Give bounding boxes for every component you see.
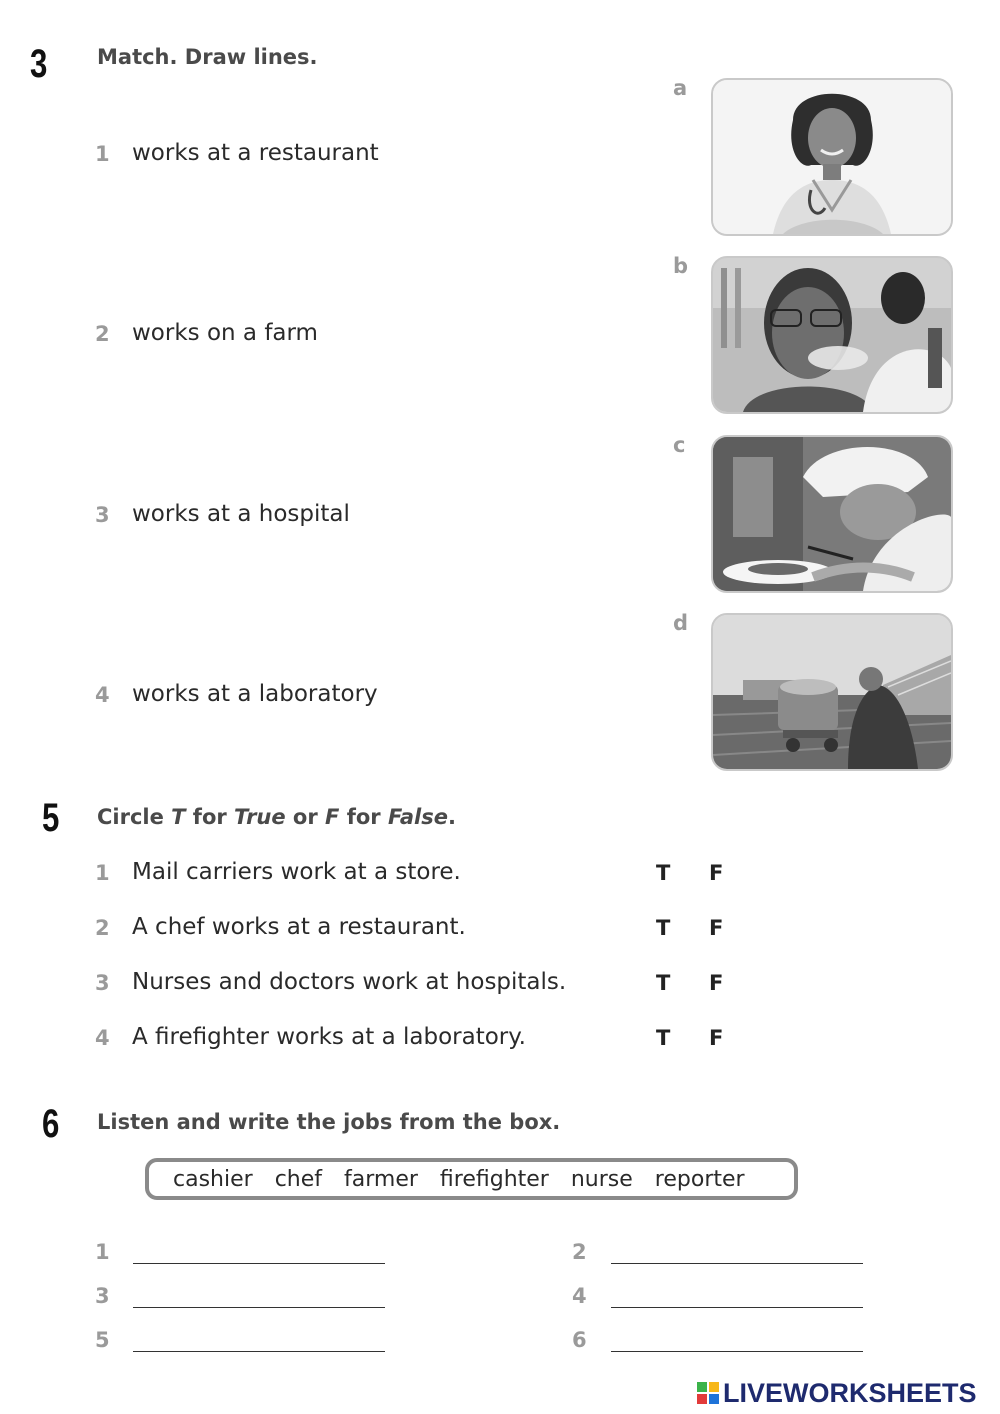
match-item-text: works at a hospital — [132, 501, 350, 527]
word-box-item: chef — [274, 1166, 323, 1192]
instruction-part: True — [234, 805, 286, 829]
logo-tile — [709, 1382, 719, 1392]
blank-number: 5 — [95, 1328, 110, 1352]
statement-text: Mail carriers work at a store. — [132, 859, 461, 885]
word-box — [145, 1158, 798, 1200]
laboratory-photo[interactable] — [711, 256, 953, 414]
instruction-part: or — [285, 805, 326, 829]
match-item-text: works at a laboratory — [132, 681, 378, 707]
section-3-instruction: Match. Draw lines. — [97, 45, 318, 69]
statement-text: A firefighter works at a laboratory. — [132, 1024, 526, 1050]
logo-tile — [697, 1382, 707, 1392]
blank-number: 6 — [572, 1328, 587, 1352]
picture-letter: b — [673, 254, 689, 278]
answer-blank[interactable] — [133, 1351, 385, 1352]
answer-blank[interactable] — [611, 1307, 863, 1308]
section-6-number: 6 — [42, 1102, 60, 1146]
answer-blank[interactable] — [611, 1351, 863, 1352]
farm-photo[interactable] — [711, 613, 953, 771]
word-box-item: reporter — [654, 1166, 745, 1192]
match-item-text: works at a restaurant — [132, 140, 379, 166]
blank-number: 3 — [95, 1284, 110, 1308]
statement-number: 4 — [95, 1026, 110, 1050]
answer-blank[interactable] — [611, 1263, 863, 1264]
blank-number: 4 — [572, 1284, 587, 1308]
answer-blank[interactable] — [133, 1307, 385, 1308]
logo-tile — [697, 1394, 707, 1404]
instruction-part: Circle — [97, 805, 172, 829]
true-option[interactable]: T — [656, 1026, 671, 1050]
blank-number: 2 — [572, 1240, 587, 1264]
match-item-number: 4 — [95, 683, 110, 707]
logo-tile — [709, 1394, 719, 1404]
match-item-number: 2 — [95, 322, 110, 346]
match-item-number: 3 — [95, 503, 110, 527]
word-box-item: cashier — [173, 1166, 253, 1192]
section-5-instruction — [97, 805, 456, 829]
chef-photo[interactable] — [711, 435, 953, 593]
picture-letter: c — [673, 433, 686, 457]
picture-letter: d — [673, 611, 689, 635]
logo-text: LIVEWORKSHEETS — [723, 1377, 977, 1408]
statement-number: 1 — [95, 861, 110, 885]
false-option[interactable]: F — [709, 1026, 724, 1050]
instruction-part: False — [387, 805, 448, 829]
word-box-item: farmer — [344, 1166, 418, 1192]
statement-text: A chef works at a restaurant. — [132, 914, 466, 940]
liveworksheets-logo[interactable] — [697, 1378, 977, 1408]
true-option[interactable]: T — [656, 916, 671, 940]
section-3-number: 3 — [30, 42, 48, 86]
answer-blank[interactable] — [133, 1263, 385, 1264]
true-option[interactable]: T — [656, 861, 671, 885]
blank-number: 1 — [95, 1240, 110, 1264]
section-5-number: 5 — [42, 796, 60, 840]
true-option[interactable]: T — [656, 971, 671, 995]
match-item-number: 1 — [95, 142, 110, 166]
instruction-part: F — [325, 805, 340, 829]
statement-number: 3 — [95, 971, 110, 995]
logo-tiles-icon — [697, 1382, 719, 1404]
false-option[interactable]: F — [709, 971, 724, 995]
false-option[interactable]: F — [709, 861, 724, 885]
word-box-item: nurse — [570, 1166, 633, 1192]
nurse-photo[interactable] — [711, 78, 953, 236]
statement-number: 2 — [95, 916, 110, 940]
instruction-part: for — [339, 805, 388, 829]
false-option[interactable]: F — [709, 916, 724, 940]
instruction-part: . — [447, 805, 456, 829]
word-box-item: firefighter — [439, 1166, 549, 1192]
instruction-part: for — [185, 805, 235, 829]
section-6-instruction: Listen and write the jobs from the box. — [97, 1110, 561, 1134]
instruction-part: T — [171, 805, 186, 829]
picture-letter: a — [673, 76, 688, 100]
match-item-text: works on a farm — [132, 320, 318, 346]
statement-text: Nurses and doctors work at hospitals. — [132, 969, 567, 995]
